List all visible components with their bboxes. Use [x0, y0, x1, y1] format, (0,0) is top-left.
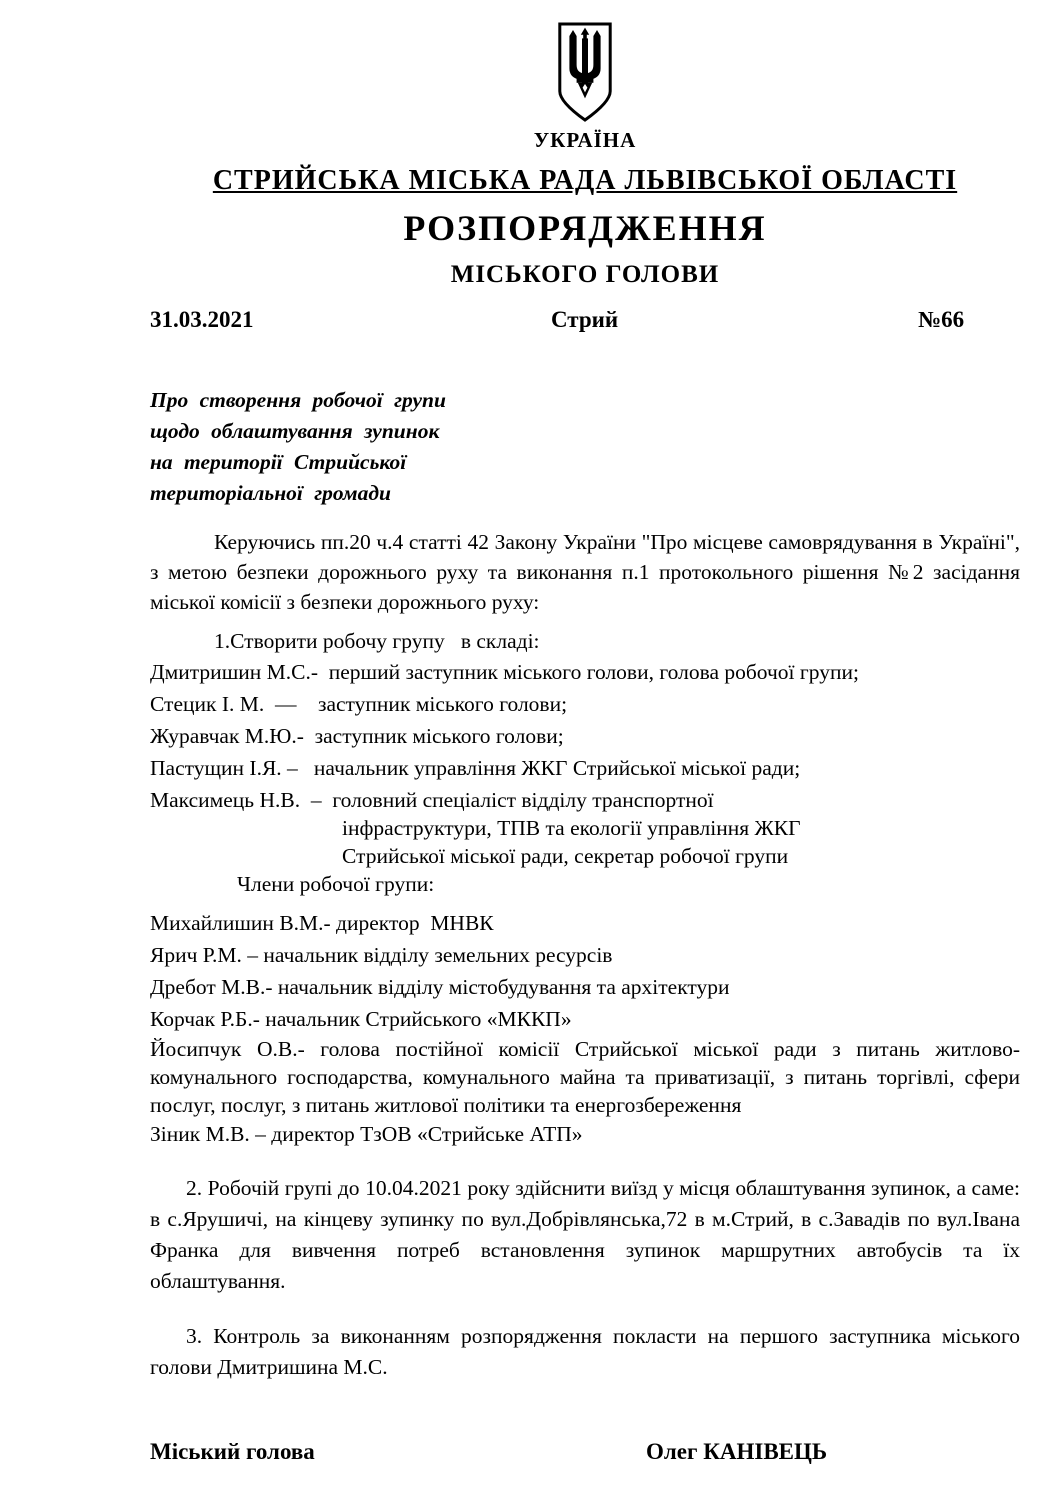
signature-row — [150, 1439, 1020, 1465]
secretary-line: Максимець Н.В. – головний спеціаліст відділу транспортної — [150, 788, 714, 812]
working-group-head-list — [150, 656, 1020, 784]
item-3-paragraph: 3. Контроль за виконанням розпорядження покласти на першого заступника міського голови Дмитришина М.С. — [150, 1324, 1020, 1379]
date-place-number-row — [150, 307, 1020, 333]
secretary-line: Стрийської міської ради, секретар робочої групи — [342, 844, 789, 868]
ukraine-trident-icon — [555, 20, 615, 124]
subject-line: територіальної громади — [150, 481, 391, 505]
member-line: Ярич Р.М. – начальник відділу земельних ресурсів — [150, 943, 613, 967]
member-line: Корчак Р.Б.- начальник Стрийського «МККП» — [150, 1007, 572, 1031]
member-line: Михайлишин В.М.- директор МНВК — [150, 911, 494, 935]
document-date: 31.03.2021 — [150, 307, 254, 332]
secretary-block — [150, 786, 1020, 898]
subject-line: на території Стрийської — [150, 450, 407, 474]
document-author-title: МІСЬКОГО ГОЛОВИ — [450, 261, 720, 288]
document-type-title: РОЗПОРЯДЖЕННЯ — [403, 208, 767, 248]
subject-line: Про створення робочої групи — [150, 388, 446, 412]
group-member-line: Журавчак М.Ю.- заступник міського голови; — [150, 724, 564, 748]
council-title: СТРИЙСЬКА МІСЬКА РАДА ЛЬВІВСЬКОЇ ОБЛАСТІ — [212, 165, 958, 196]
coat-of-arms-block — [150, 20, 1020, 153]
intro-paragraph: Керуючись пп.20 ч.4 статті 42 Закону України "Про місцеве самоврядування в Україні", з метою безпеки дорожнього руху та виконання п.1 протокольного рішення №2 засідання міської комісії з безпеки дорожнього руху: — [150, 530, 1020, 614]
members-label: Члени робочої групи: — [237, 872, 435, 896]
subject-line: щодо облаштування зупинок — [150, 419, 440, 443]
group-member-line: Дмитришин М.С.- перший заступник міського голови, голова робочої групи; — [150, 660, 859, 684]
group-member-line: Пастущин І.Я. – начальник управління ЖКГ Стрийської міської ради; — [150, 756, 801, 780]
document-number: №66 — [917, 307, 965, 332]
item-2-paragraph: 2. Робочій групі до 10.04.2021 року здійснити виїзд у місця облаштування зупинок, а саме: в с.Ярушичі, на кінцеву зупинку по вул.Добрівлянська,72 в м.Стрий, в с.Завадів по вул.Івана Франка для вивчення потреб встановлення зупинок маршрутних автобусів та їх облаштування. — [150, 1176, 1020, 1293]
country-name: УКРАЇНА — [533, 128, 637, 152]
member-line: Дребот М.В.- начальник відділу містобудування та архітектури — [150, 975, 730, 999]
group-member-line: Стецик І. М. — заступник міського голови; — [150, 692, 568, 716]
member-line: Йосипчук О.В.- голова постійної комісії Стрийської міської ради з питань житлово-комунального господарства, комунального майна та приватизації, з питань торгівлі, сфери послуг, послуг, з питань житлової політики та енергозбереження — [150, 1037, 1020, 1117]
document-place: Стрий — [550, 307, 619, 332]
working-group-members-list — [150, 907, 1020, 1149]
member-line: Зіник М.В. – директор ТзОВ «Стрийське АТП» — [150, 1122, 583, 1146]
signer-name: Олег КАНІВЕЦЬ — [646, 1439, 828, 1464]
secretary-line: інфраструктури, ТПВ та екології управління ЖКГ — [342, 816, 801, 840]
signer-position: Міський голова — [150, 1439, 315, 1464]
subject-block — [150, 385, 1020, 509]
item-1-heading: 1.Створити робочу групу в складі: — [214, 629, 540, 653]
